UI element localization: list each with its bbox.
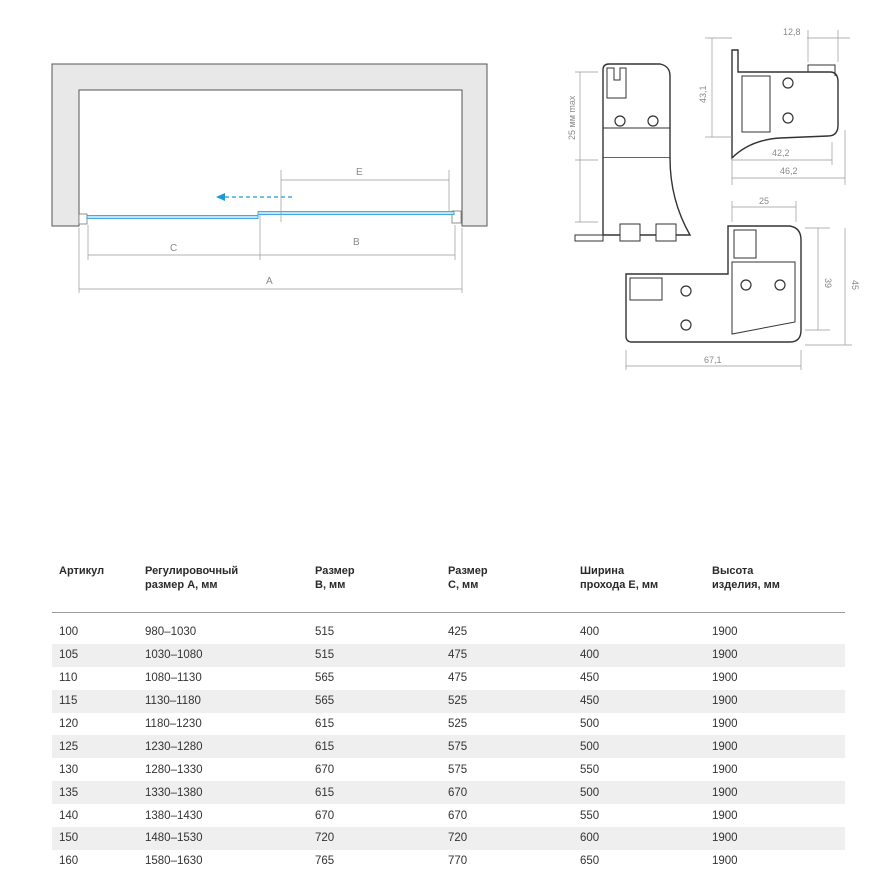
cell-size-b: 670 bbox=[315, 809, 335, 822]
table-header bbox=[52, 562, 845, 613]
dim-height-total: 45 bbox=[850, 280, 860, 291]
table-row bbox=[52, 690, 845, 713]
spec-table bbox=[52, 562, 845, 873]
cell-size-b: 670 bbox=[315, 763, 335, 776]
table-row bbox=[52, 644, 845, 667]
table-body bbox=[52, 621, 845, 873]
dim-label-c: C bbox=[170, 243, 178, 254]
header-height: Высота изделия, мм bbox=[712, 565, 780, 591]
cell-article: 130 bbox=[59, 763, 79, 776]
cell-passage-e: 450 bbox=[580, 672, 600, 685]
cell-passage-e: 600 bbox=[580, 832, 600, 845]
cell-passage-e: 550 bbox=[580, 763, 600, 776]
cell-size-b: 765 bbox=[315, 855, 335, 868]
table-row bbox=[52, 827, 845, 850]
dim-max-height: 25 мм max bbox=[567, 95, 577, 140]
technical-drawing bbox=[0, 0, 891, 400]
cell-height: 1900 bbox=[712, 832, 738, 845]
profile-section-vertical bbox=[567, 64, 690, 241]
dim-label-e: E bbox=[356, 167, 363, 178]
table-row bbox=[52, 850, 845, 873]
cell-size-c: 425 bbox=[448, 626, 468, 639]
cell-size-a: 1580–1630 bbox=[145, 855, 203, 868]
cell-size-a: 1030–1080 bbox=[145, 649, 203, 662]
cell-article: 135 bbox=[59, 786, 79, 799]
cell-article: 120 bbox=[59, 718, 79, 730]
cell-size-b: 565 bbox=[315, 695, 335, 708]
header-article: Артикул bbox=[59, 565, 105, 577]
cell-size-a: 1230–1280 bbox=[145, 740, 203, 753]
dim-width-total: 46,2 bbox=[780, 166, 798, 176]
table-row bbox=[52, 758, 845, 781]
table-row bbox=[52, 804, 845, 827]
dim-width-mid: 42,2 bbox=[772, 148, 790, 158]
cell-size-b: 615 bbox=[315, 786, 335, 799]
cell-height: 1900 bbox=[712, 626, 738, 639]
cell-size-a: 1480–1530 bbox=[145, 832, 203, 845]
cell-size-b: 565 bbox=[315, 672, 335, 685]
cell-article: 100 bbox=[59, 626, 79, 639]
cell-height: 1900 bbox=[712, 763, 738, 776]
cell-passage-e: 550 bbox=[580, 809, 600, 822]
header-size-b: Размер B, мм bbox=[315, 565, 355, 591]
cell-article: 115 bbox=[59, 695, 78, 708]
header-size-c: Размер C, мм bbox=[448, 565, 488, 591]
cell-passage-e: 400 bbox=[580, 649, 600, 662]
cell-size-b: 615 bbox=[315, 718, 335, 730]
cell-size-c: 575 bbox=[448, 763, 468, 776]
table-row bbox=[52, 781, 845, 804]
table-row bbox=[52, 735, 845, 758]
cell-article: 105 bbox=[59, 649, 79, 662]
cell-height: 1900 bbox=[712, 649, 738, 662]
cell-size-c: 575 bbox=[448, 740, 468, 753]
cell-size-b: 615 bbox=[315, 740, 335, 753]
cell-article: 125 bbox=[59, 740, 79, 753]
cell-size-b: 720 bbox=[315, 832, 335, 845]
cell-height: 1900 bbox=[712, 786, 738, 799]
cell-height: 1900 bbox=[712, 809, 738, 822]
cell-height: 1900 bbox=[712, 855, 738, 868]
cell-size-a: 1180–1230 bbox=[145, 718, 202, 730]
table-row bbox=[52, 621, 845, 644]
cell-size-a: 1380–1430 bbox=[145, 809, 203, 822]
dim-label-a: A bbox=[266, 276, 273, 287]
cell-size-c: 475 bbox=[448, 649, 468, 662]
cell-size-c: 770 bbox=[448, 855, 468, 868]
cell-size-c: 670 bbox=[448, 809, 468, 822]
dim-width-small: 12,8 bbox=[783, 27, 801, 37]
cell-size-c: 525 bbox=[448, 718, 468, 730]
cell-size-b: 515 bbox=[315, 626, 335, 639]
header-size-a: Регулировочный размер А, мм bbox=[145, 565, 239, 591]
dim-label-b: B bbox=[353, 237, 360, 248]
cell-size-a: 1280–1330 bbox=[145, 763, 203, 776]
plan-view bbox=[52, 64, 487, 293]
cell-article: 110 bbox=[59, 672, 78, 685]
cell-size-c: 525 bbox=[448, 695, 468, 708]
cell-passage-e: 650 bbox=[580, 855, 600, 868]
dim-width-top: 25 bbox=[759, 196, 770, 206]
cell-size-c: 475 bbox=[448, 672, 468, 685]
cell-article: 150 bbox=[59, 832, 79, 845]
cell-article: 160 bbox=[59, 855, 79, 868]
cell-size-a: 1330–1380 bbox=[145, 786, 203, 799]
cell-size-c: 720 bbox=[448, 832, 468, 845]
cell-passage-e: 500 bbox=[580, 718, 600, 730]
cell-passage-e: 500 bbox=[580, 786, 600, 799]
dim-width-corner-total: 67,1 bbox=[704, 355, 722, 365]
cell-passage-e: 400 bbox=[580, 626, 600, 639]
profile-section-top bbox=[698, 27, 850, 185]
cell-size-a: 1080–1130 bbox=[145, 672, 202, 685]
cell-passage-e: 500 bbox=[580, 740, 600, 753]
cell-size-a: 980–1030 bbox=[145, 626, 197, 639]
cell-size-c: 670 bbox=[448, 786, 468, 799]
cell-article: 140 bbox=[59, 809, 79, 822]
cell-height: 1900 bbox=[712, 718, 738, 730]
cell-size-b: 515 bbox=[315, 649, 335, 662]
cell-height: 1900 bbox=[712, 695, 738, 708]
cell-size-a: 1130–1180 bbox=[145, 695, 201, 708]
cell-passage-e: 450 bbox=[580, 695, 600, 708]
table-row bbox=[52, 667, 845, 690]
cell-height: 1900 bbox=[712, 740, 738, 753]
dim-height-inner: 39 bbox=[823, 278, 833, 289]
header-passage-e: Ширина прохода E, мм bbox=[580, 565, 659, 591]
cell-height: 1900 bbox=[712, 672, 738, 685]
table-row bbox=[52, 713, 845, 736]
dim-height: 43,1 bbox=[698, 85, 708, 103]
